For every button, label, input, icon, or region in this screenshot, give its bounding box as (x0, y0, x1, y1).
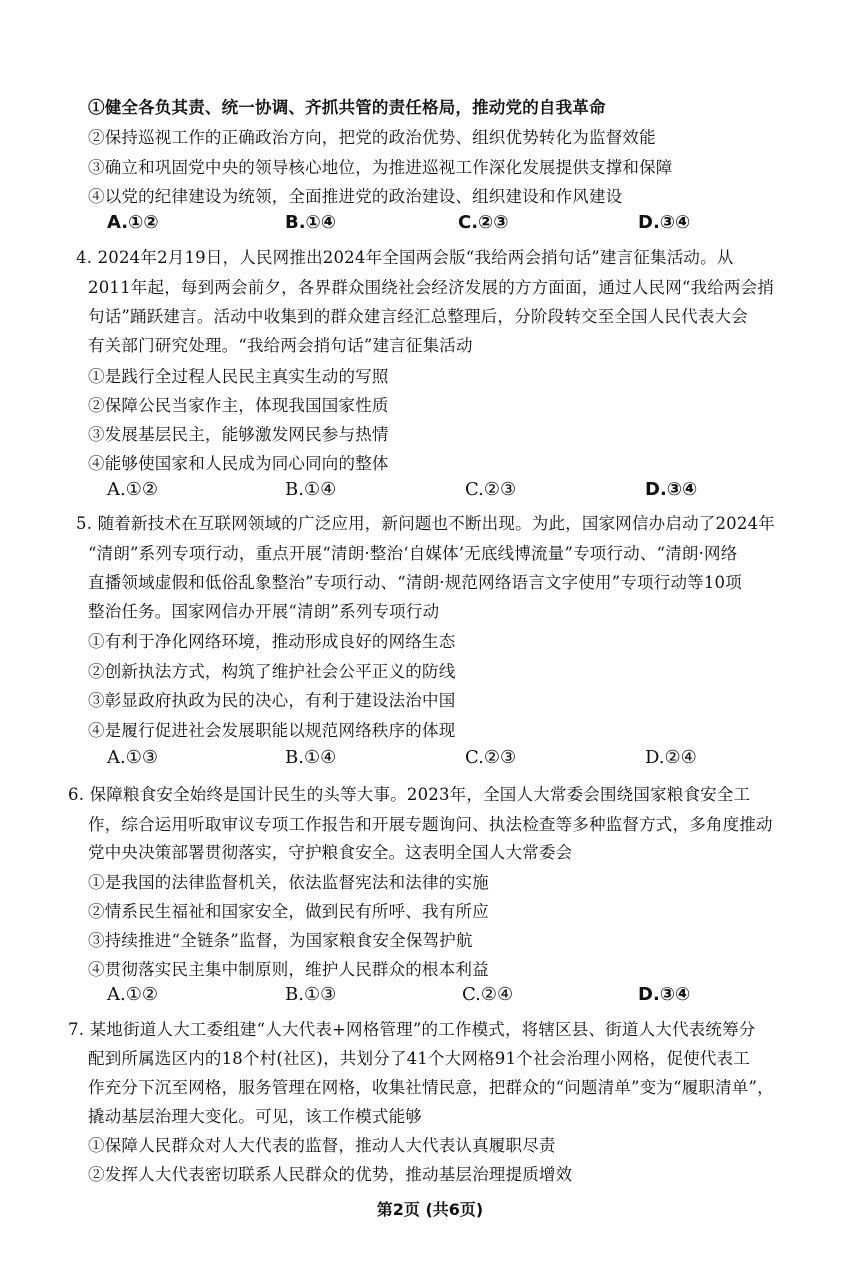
q6-stem-line-1: 6. 保障粮食安全始终是国计民生的头等大事。2023年，全国人大常委会围绕国家粮食安全工 (68, 785, 751, 804)
q4-option-d: D.③④ (645, 479, 698, 500)
q3-option-d: D.③④ (638, 212, 691, 233)
q4-stem-line-3: 句话”踊跃建言。活动中收集到的群众建言经汇总整理后，分阶段转交至全国人民代表大会 (88, 307, 748, 326)
q4-stem-line-1: 4. 2024年2月19日，人民网推出2024年全国两会版“我给两会捎句话”建言征集活动。从 (76, 248, 734, 267)
q6-item-4: ④贯彻落实民主集中制原则，维护人民群众的根本利益 (88, 960, 489, 979)
q7-stem-line-4: 撬动基层治理大变化。可见，该工作模式能够 (88, 1107, 422, 1126)
q6-item-1: ①是我国的法律监督机关，依法监督宪法和法律的实施 (88, 873, 489, 892)
q5-item-3: ③彰显政府执政为民的决心，有利于建设法治中国 (88, 691, 456, 710)
page-number-footer: 第2页 (共6页) (376, 1200, 484, 1219)
q5-stem-line-3: 直播领域虚假和低俗乱象整治”专项行动、“清朗·规范网络语言文字使用”专项行动等10项 (88, 573, 742, 592)
q7-stem-line-1: 7. 某地街道人大工委组建“人大代表+网格管理”的工作模式，将辖区县、街道人大代表统筹分 (68, 1020, 756, 1039)
q6-stem-line-2: 作，综合运用听取审议专项工作报告和开展专题询问、执法检查等多种监督方式，多角度推动 (88, 815, 773, 834)
q4-item-3: ③发展基层民主，能够激发网民参与热情 (88, 425, 389, 444)
q5-option-c: C.②③ (465, 747, 517, 768)
q6-item-2: ②情系民生福祉和国家安全，做到民有所呼、我有所应 (88, 902, 489, 921)
q4-stem-line-4: 有关部门研究处理。“我给两会捎句话”建言征集活动 (88, 336, 473, 355)
q4-stem-line-2: 2011年起，每到两会前夕，各界群众围绕社会经济发展的方方面面，通过人民网“我给两会捎 (88, 278, 775, 297)
q5-stem-line-4: 整治任务。国家网信办开展“清朗”系列专项行动 (88, 602, 440, 621)
q5-item-2: ②创新执法方式，构筑了维护社会公平正义的防线 (88, 662, 456, 681)
q5-item-4: ④是履行促进社会发展职能以规范网络秩序的体现 (88, 721, 456, 740)
q5-option-a: A.①③ (107, 747, 158, 768)
q5-option-d: D.②④ (645, 747, 697, 768)
q3-item-1: ①健全各负其责、统一协调、齐抓共管的责任格局，推动党的自我革命 (88, 98, 606, 117)
q7-stem-line-3: 作充分下沉至网格，服务管理在网格，收集社情民意，把群众的“问题清单”变为“履职清单”， (88, 1078, 774, 1097)
q4-option-b: B.①④ (285, 479, 337, 500)
q3-item-3: ③确立和巩固党中央的领导核心地位，为推进巡视工作深化发展提供支撑和保障 (88, 158, 673, 177)
q7-item-2: ②发挥人大代表密切联系人民群众的优势，推动基层治理提质增效 (88, 1165, 573, 1184)
q6-option-c: C.②④ (462, 984, 514, 1005)
q6-item-3: ③持续推进“全链条”监督，为国家粮食安全保驾护航 (88, 931, 473, 950)
q4-option-c: C.②③ (465, 479, 517, 500)
q6-option-b: B.①③ (285, 984, 337, 1005)
q6-option-a: A.①② (107, 984, 158, 1005)
q3-item-2: ②保持巡视工作的正确政治方向，把党的政治优势、组织优势转化为监督效能 (88, 128, 656, 147)
q3-option-c: C.②③ (458, 212, 509, 233)
q4-item-4: ④能够使国家和人民成为同心同向的整体 (88, 454, 389, 473)
q7-item-1: ①保障人民群众对人大代表的监督，推动人大代表认真履职尽责 (88, 1136, 556, 1155)
q3-option-b: B.①④ (285, 212, 337, 233)
q4-item-2: ②保障公民当家作主，体现我国国家性质 (88, 396, 389, 415)
q5-stem-line-1: 5. 随着新技术在互联网领域的广泛应用，新问题也不断出现。为此，国家网信办启动了2024年 (76, 514, 775, 533)
q6-stem-line-3: 党中央决策部署贯彻落实，守护粮食安全。这表明全国人大常委会 (88, 843, 573, 862)
q4-option-a: A.①② (107, 479, 158, 500)
q3-item-4: ④以党的纪律建设为统领，全面推进党的政治建设、组织建设和作风建设 (88, 187, 623, 206)
q4-item-1: ①是践行全过程人民民主真实生动的写照 (88, 367, 389, 386)
q5-item-1: ①有利于净化网络环境，推动形成良好的网络生态 (88, 632, 456, 651)
q5-option-b: B.①④ (285, 747, 337, 768)
q3-option-a: A.①② (107, 212, 159, 233)
q5-stem-line-2: “清朗”系列专项行动，重点开展“清朗·整治‘自媒体’无底线博流量”专项行动、“清朗·网络 (88, 544, 738, 563)
q6-option-d: D.③④ (638, 984, 691, 1005)
q7-stem-line-2: 配到所属选区内的18个村(社区)，共划分了41个大网格91个社会治理小网格，促使代表工 (88, 1049, 750, 1068)
